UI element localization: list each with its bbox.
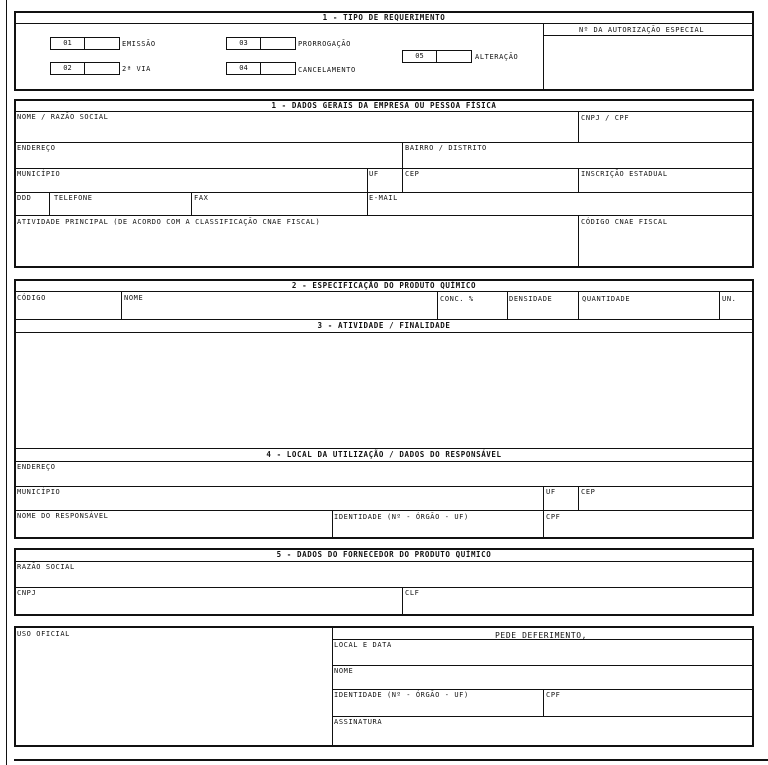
responsavel-label: NOME DO RESPONSÁVEL	[17, 512, 109, 520]
endereco-label: ENDEREÇO	[17, 144, 56, 152]
option-03-label: PRORROGAÇÃO	[298, 40, 351, 48]
municipio-field[interactable]	[16, 178, 366, 191]
margin-line	[6, 0, 7, 765]
autorizacao-field[interactable]	[544, 36, 752, 89]
local-data-label: LOCAL E DATA	[334, 641, 392, 649]
assinante-identidade-field[interactable]	[333, 699, 542, 715]
dados-gerais-title: 1 - DADOS GERAIS DA EMPRESA OU PESSOA FÍSICA	[271, 101, 497, 110]
cnpj-cpf-label: CNPJ / CPF	[581, 114, 630, 122]
responsavel-identidade-label: IDENTIDADE (Nº - ÓRGÃO - UF)	[334, 513, 469, 521]
local-data-field[interactable]	[333, 649, 752, 664]
responsavel-identidade-field[interactable]	[333, 520, 542, 537]
dados-gerais-section	[14, 99, 754, 268]
produto-un-label: UN.	[722, 295, 737, 303]
option-04-box[interactable]	[226, 62, 296, 75]
option-05-box[interactable]	[402, 50, 472, 63]
endereco-field[interactable]	[16, 152, 401, 167]
fornecedor-section	[14, 548, 754, 616]
inscricao-label: INSCRIÇÃO ESTADUAL	[581, 170, 668, 178]
codigo-cnae-label: CÓDIGO CNAE FISCAL	[581, 218, 668, 226]
bairro-label: BAIRRO / DISTRITO	[405, 144, 487, 152]
tipo-requerimento-section	[14, 11, 754, 91]
option-01-label: EMISSÃO	[122, 40, 156, 48]
fax-label: FAX	[194, 194, 209, 202]
fornecedor-clf-label: CLF	[405, 589, 420, 597]
responsavel-cpf-field[interactable]	[544, 520, 752, 537]
assinante-cpf-field[interactable]	[544, 699, 752, 715]
atividade-finalidade-field[interactable]	[16, 333, 752, 448]
produto-conc-field[interactable]	[438, 302, 506, 318]
produto-codigo-label: CÓDIGO	[17, 294, 46, 302]
codigo-cnae-field[interactable]	[579, 227, 752, 266]
produto-conc-label: CONC. %	[440, 295, 474, 303]
produto-densidade-field[interactable]	[508, 302, 577, 318]
telefone-field[interactable]	[50, 202, 190, 214]
produto-densidade-label: DENSIDADE	[509, 295, 553, 303]
local-municipio-field[interactable]	[16, 496, 542, 509]
local-cep-label: CEP	[581, 488, 596, 496]
ddd-field[interactable]	[16, 202, 48, 214]
inscricao-field[interactable]	[579, 178, 752, 191]
produto-codigo-field[interactable]	[16, 302, 120, 318]
cep-label: CEP	[405, 170, 420, 178]
ddd-label: DDD	[17, 194, 32, 202]
local-municipio-label: MUNICÍPIO	[17, 488, 61, 496]
autorizacao-label: Nº DA AUTORIZAÇÃO ESPECIAL	[579, 26, 705, 34]
atividade-principal-field[interactable]	[16, 227, 576, 266]
uf-field[interactable]	[368, 178, 401, 191]
email-label: E-MAIL	[369, 194, 398, 202]
option-03-code: 03	[227, 38, 261, 49]
option-02-box[interactable]	[50, 62, 120, 75]
fornecedor-title: 5 - DADOS DO FORNECEDOR DO PRODUTO QUÍMICO	[276, 550, 492, 559]
produto-nome-label: NOME	[124, 294, 144, 302]
final-section	[14, 626, 754, 747]
assinante-nome-label: NOME	[334, 667, 354, 675]
option-04-label: CANCELAMENTO	[298, 66, 356, 74]
option-01-code: 01	[51, 38, 85, 49]
responsavel-cpf-label: CPF	[546, 513, 561, 521]
fornecedor-razao-field[interactable]	[16, 571, 752, 586]
option-02-code: 02	[51, 63, 85, 74]
produto-quantidade-field[interactable]	[579, 302, 718, 318]
atividade-title: 3 - ATIVIDADE / FINALIDADE	[317, 321, 451, 330]
nome-razao-field[interactable]	[16, 121, 576, 141]
produto-un-field[interactable]	[720, 302, 752, 318]
produto-atividade-local-section	[14, 279, 754, 539]
fornecedor-cnpj-field[interactable]	[16, 597, 401, 614]
local-endereco-field[interactable]	[16, 471, 752, 485]
fornecedor-razao-label: RAZÃO SOCIAL	[17, 563, 75, 571]
option-02-label: 2ª VIA	[122, 65, 151, 73]
uf-label: UF	[369, 170, 379, 178]
local-title: 4 - LOCAL DA UTILIZAÇÃO / DADOS DO RESPONSÁVEL	[266, 450, 502, 459]
assinante-cpf-label: CPF	[546, 691, 561, 699]
nome-razao-label: NOME / RAZÃO SOCIAL	[17, 113, 109, 121]
telefone-label: TELEFONE	[54, 194, 93, 202]
pede-deferimento-label: PEDE DEFERIMENTO,	[495, 631, 588, 640]
email-field[interactable]	[368, 202, 752, 214]
produto-nome-field[interactable]	[122, 302, 436, 318]
bairro-field[interactable]	[403, 152, 752, 167]
atividade-principal-label: ATIVIDADE PRINCIPAL (DE ACORDO COM A CLASSIFICAÇÃO CNAE FISCAL)	[17, 218, 321, 226]
option-05-label: ALTERAÇÃO	[475, 53, 519, 61]
option-05-code: 05	[403, 51, 437, 62]
fornecedor-clf-field[interactable]	[403, 597, 752, 614]
option-01-box[interactable]	[50, 37, 120, 50]
option-04-code: 04	[227, 63, 261, 74]
assinatura-field[interactable]	[333, 726, 752, 745]
cep-field[interactable]	[403, 178, 577, 191]
assinante-nome-field[interactable]	[333, 675, 752, 688]
assinante-identidade-label: IDENTIDADE (Nº - ÓRGÃO - UF)	[334, 691, 469, 699]
uso-oficial-field	[16, 639, 331, 745]
produto-title: 2 - ESPECIFICAÇÃO DO PRODUTO QUÍMICO	[291, 281, 477, 290]
local-cep-field[interactable]	[579, 496, 752, 509]
tipo-requerimento-title: 1 - TIPO DE REQUERIMENTO	[322, 13, 446, 22]
local-uf-field[interactable]	[544, 496, 577, 509]
uso-oficial-label: USO OFICIAL	[17, 630, 70, 638]
cnpj-cpf-field[interactable]	[579, 121, 752, 141]
local-endereco-label: ENDEREÇO	[17, 463, 56, 471]
responsavel-field[interactable]	[16, 520, 331, 537]
fax-field[interactable]	[192, 202, 366, 214]
fornecedor-cnpj-label: CNPJ	[17, 589, 37, 597]
produto-quantidade-label: QUANTIDADE	[582, 295, 631, 303]
option-03-box[interactable]	[226, 37, 296, 50]
municipio-label: MUNICÍPIO	[17, 170, 61, 178]
bottom-rule	[14, 759, 768, 761]
local-uf-label: UF	[546, 488, 556, 496]
assinatura-label: ASSINATURA	[334, 718, 383, 726]
